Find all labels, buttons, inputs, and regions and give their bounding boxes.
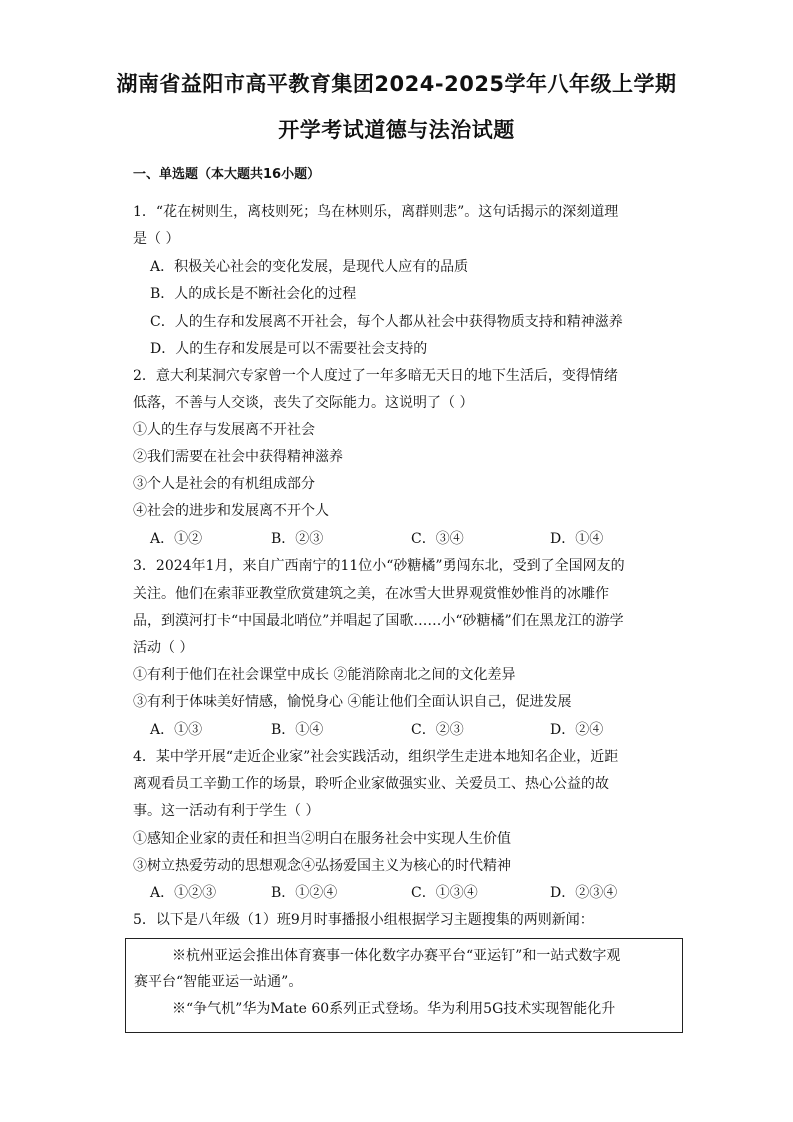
q2-option-b: B．②③ bbox=[271, 531, 324, 547]
q2-option-d: D．①④ bbox=[550, 531, 604, 547]
q3-stem-line-1: 3．2024年1月，来自广西南宁的11位小“砂糖橘”勇闯东北，受到了全国网友的 bbox=[133, 558, 625, 574]
q3-stem-line-4: 活动（ ） bbox=[133, 640, 194, 656]
q1-stem-line-2: 是（ ） bbox=[133, 231, 180, 247]
exam-title-line-1: 湖南省益阳市高平教育集团2024-2025学年八年级上学期 bbox=[116, 72, 677, 96]
q3-stem-line-2: 关注。他们在索菲亚教堂欣赏建筑之美，在冰雪大世界观赏惟妙惟肖的冰雕作 bbox=[133, 586, 609, 602]
q4-option-b: B．①②④ bbox=[271, 885, 338, 901]
q1-stem-line-1: 1．“花在树则生，离枝则死；鸟在林则乐，离群则悲”。这句话揭示的深刻道理 bbox=[133, 204, 619, 220]
q3-option-c: C．②③ bbox=[411, 722, 464, 738]
q3-option-d: D．②④ bbox=[550, 722, 604, 738]
q4-statements-3-4: ③树立热爱劳动的思想观念④弘扬爱国主义为核心的时代精神 bbox=[133, 858, 511, 874]
q1-option-b: B．人的成长是不断社会化的过程 bbox=[150, 286, 357, 302]
q4-stem-line-1: 4．某中学开展“走近企业家”社会实践活动，组织学生走进本地知名企业，近距 bbox=[133, 749, 619, 765]
exam-title-line-2: 开学考试道德与法治试题 bbox=[278, 118, 515, 142]
q3-stem-line-3: 品，到漠河打卡“中国最北哨位”并唱起了国歌……小“砂糖橘”们在黑龙江的游学 bbox=[133, 613, 624, 629]
q2-option-c: C．③④ bbox=[411, 531, 464, 547]
q5-news-1-line-2: 赛平台“智能亚运一站通”。 bbox=[134, 974, 303, 990]
q4-statements-1-2: ①感知企业家的责任和担当②明白在服务社会中实现人生价值 bbox=[133, 831, 511, 847]
q4-option-d: D．②③④ bbox=[550, 885, 618, 901]
q5-news-2-line-1: ※“争气机”华为Mate 60系列正式登场。华为利用5G技术实现智能化升 bbox=[172, 1001, 616, 1017]
q3-statements-3-4: ③有利于体味美好情感，愉悦身心 ④能让他们全面认识自己，促进发展 bbox=[133, 694, 572, 710]
q3-statements-1-2: ①有利于他们在社会课堂中成长 ②能消除南北之间的文化差异 bbox=[133, 667, 516, 683]
q4-stem-line-2: 离观看员工辛勤工作的场景，聆听企业家做强实业、关爱员工、热心公益的故 bbox=[133, 776, 609, 792]
q2-stem-line-2: 低落，不善与人交谈，丧失了交际能力。这说明了（ ） bbox=[133, 395, 474, 411]
q1-option-d: D．人的生存和发展是可以不需要社会支持的 bbox=[150, 341, 428, 357]
q2-stem-line-1: 2．意大利某洞穴专家曾一个人度过了一年多暗无天日的地下生活后，变得情绪 bbox=[133, 368, 618, 384]
q3-option-a: A．①③ bbox=[150, 722, 203, 738]
q2-statement-4: ④社会的进步和发展离不开个人 bbox=[133, 503, 329, 519]
q3-option-b: B．①④ bbox=[271, 722, 324, 738]
q2-option-a: A．①② bbox=[150, 531, 203, 547]
q1-option-a: A．积极关心社会的变化发展，是现代人应有的品质 bbox=[150, 259, 469, 275]
q2-statement-3: ③个人是社会的有机组成部分 bbox=[133, 476, 315, 492]
q4-option-a: A．①②③ bbox=[150, 885, 217, 901]
q5-stem-line-1: 5．以下是八年级（1）班9月时事播报小组根据学习主题搜集的两则新闻： bbox=[133, 912, 594, 928]
q1-option-c: C．人的生存和发展离不开社会，每个人都从社会中获得物质支持和精神滋养 bbox=[150, 314, 623, 330]
q2-statement-2: ②我们需要在社会中获得精神滋养 bbox=[133, 449, 343, 465]
q5-news-box bbox=[125, 938, 683, 1033]
q5-news-1-line-1: ※杭州亚运会推出体育赛事一体化数字办赛平台“亚运钉”和一站式数字观 bbox=[172, 948, 621, 964]
section-heading: 一、单选题（本大题共16小题） bbox=[133, 167, 321, 182]
q2-statement-1: ①人的生存与发展离不开社会 bbox=[133, 422, 315, 438]
q4-option-c: C．①③④ bbox=[411, 885, 478, 901]
q4-stem-line-3: 事。这一活动有利于学生（ ） bbox=[133, 803, 320, 819]
